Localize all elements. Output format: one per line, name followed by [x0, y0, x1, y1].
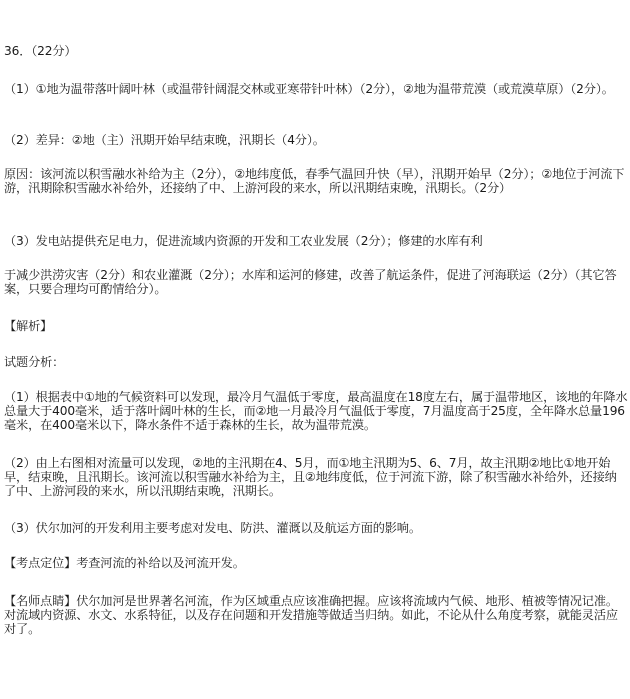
answer-part2-difference: （2）差异：②地（主）汛期开始早结束晚，汛期长（4分）。: [4, 133, 325, 147]
answer-part1: （1）①地为温带落叶阔叶林（或温带针阔混交林或亚寒带针叶林）（2分），②地为温带荒漠（或荒漠草原）（2分）。: [4, 82, 614, 96]
answer-part2-reason: 原因：该河流以积雪融水补给为主（2分），②地纬度低，春季气温回升快（早），汛期开始早（2分）；②地位于河流下游，汛期除积雪融水补给外，还接纳了中、上游河段的来水，所以汛期结束晚，汛期长。（2分）: [4, 167, 625, 195]
analysis-part1: （1）根据表中①地的气候资料可以发现，最冷月气温低于零度，最高温度在18度左右，属于温带地区，该地的年降水总量大于400毫米，适于落叶阔叶林的生长，而②地一月最冷月气温低于零度，7月温度高于25度，全年降水总量196毫米，在400毫米以下，降水条件不适于森林的生长，故为温带荒漠。: [4, 390, 628, 432]
analysis-part3: （3）伏尔加河的开发利用主要考虑对发电、防洪、灌溉以及航运方面的影响。: [4, 521, 421, 535]
analysis-intro: 试题分析：: [4, 355, 65, 369]
question-header: 36．（22分）: [4, 44, 77, 58]
answer-part3-line2: 于减少洪涝灾害（2分）和农业灌溉（2分）；水库和运河的修建，改善了航运条件，促进了河海联运（2分）（其它答案，只要合理均可酌情给分）。: [4, 268, 617, 296]
analysis-part2: （2）由上右图相对流量可以发现，②地的主汛期在4、5月，而①地主汛期为5、6、7月，故主汛期②地比①地开始早，结束晚，且汛期长。该河流以积雪融水补给为主，且②地纬度低，位于河流下游，除了积雪融水补给外，还接纳了中、上游河段的来水，所以汛期结束晚，汛期长。: [4, 456, 617, 498]
kaodian-dingwei: 【考点定位】考查河流的补给以及河流开发。: [4, 556, 245, 570]
answer-part3-line1: （3）发电站提供充足电力，促进流域内资源的开发和工农业发展（2分）；修建的水库有利: [4, 234, 483, 248]
mingshi-dianjing: 【名师点睛】伏尔加河是世界著名河流，作为区域重点应该准确把握。应该将流域内气候、地形、植被等情况记准。对流域内资源、水文、水系特征，以及存在问题和开发措施等做适当归纳。如此，不论从什么角度考察，就能灵活应对了。: [4, 594, 618, 636]
analysis-header: 【解析】: [4, 319, 53, 333]
